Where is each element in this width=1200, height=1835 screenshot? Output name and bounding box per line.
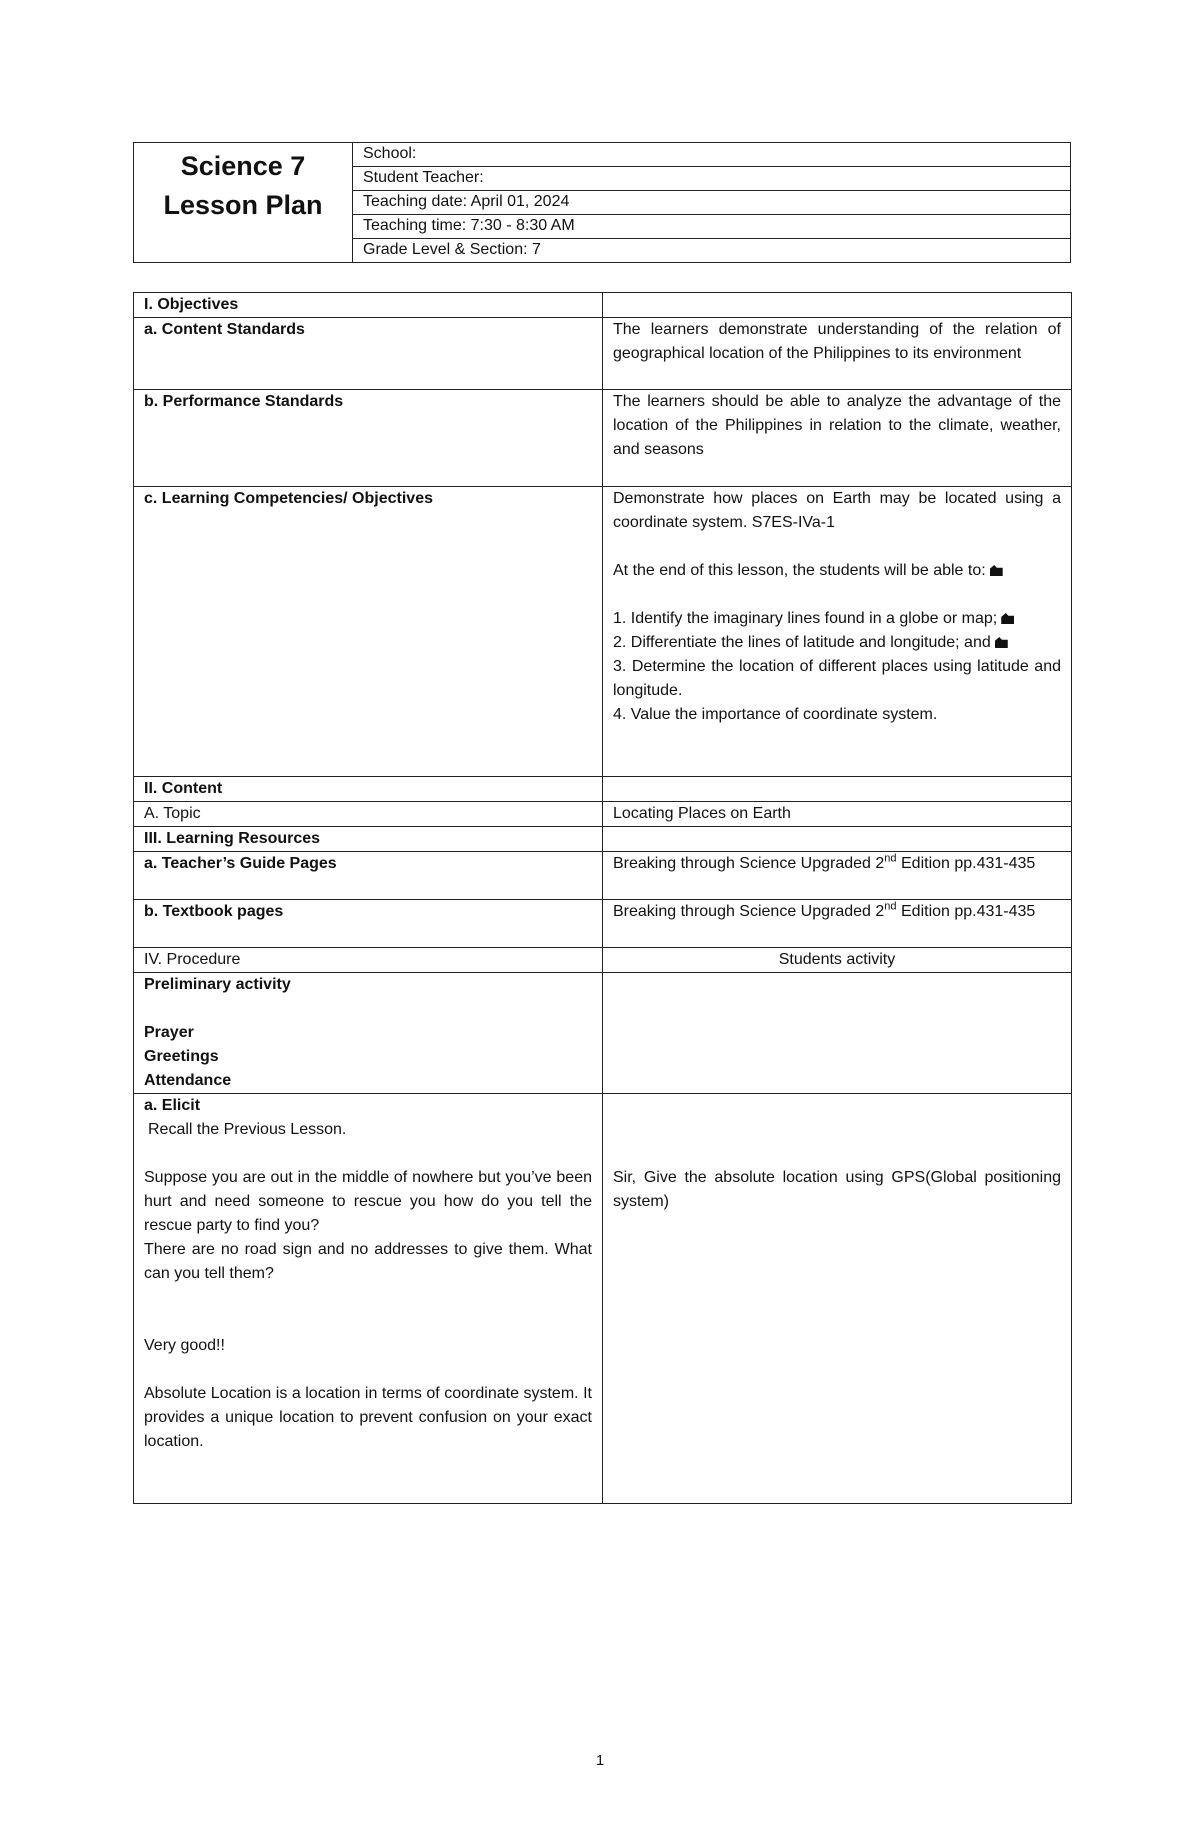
preliminary-item-greetings: Greetings — [144, 1048, 219, 1065]
elicit-recall: Recall the Previous Lesson. — [148, 1121, 347, 1138]
elicit-question-2: There are no road sign and no addresses to give them. What can you tell them? — [144, 1241, 592, 1282]
performance-standards-label: b. Performance Standards — [134, 390, 603, 487]
resources-heading: III. Learning Resources — [134, 827, 603, 852]
performance-standards-text: The learners should be able to analyze the advantage of the location of the Philippines in relation to the climate, weather, and seasons — [603, 390, 1072, 487]
teaching-date-field: Teaching date: April 01, 2024 — [353, 191, 1071, 215]
bullet-mark-icon — [1001, 613, 1014, 624]
students-activity-heading: Students activity — [603, 948, 1072, 973]
objectives-heading-row — [134, 293, 1072, 318]
elicit-cell — [134, 1094, 603, 1504]
textbook-value: Breaking through Science Upgraded 2nd Edition pp.431-435 — [603, 900, 1072, 948]
elicit-definition: Absolute Location is a location in terms of coordinate system. It provides a unique location to prevent confusion on your exact location. — [144, 1385, 592, 1450]
empty-cell — [603, 827, 1072, 852]
competencies-row — [134, 487, 1072, 777]
page-number: 1 — [595, 1752, 605, 1769]
grade-section-field: Grade Level & Section: 7 — [353, 239, 1071, 263]
teaching-time-field: Teaching time: 7:30 - 8:30 AM — [353, 215, 1071, 239]
resources-heading-row — [134, 827, 1072, 852]
preliminary-row — [134, 973, 1072, 1094]
topic-row — [134, 802, 1072, 827]
elicit-student-cell — [603, 1094, 1072, 1504]
lesson-header-table — [133, 142, 1071, 263]
textbook-row — [134, 900, 1072, 948]
content-heading-row — [134, 777, 1072, 802]
textbook-label: b. Textbook pages — [134, 900, 603, 948]
objective-item-4: 4. Value the importance of coordinate system. — [613, 706, 938, 723]
lesson-title-cell — [134, 143, 353, 263]
topic-label: A. Topic — [134, 802, 603, 827]
objectives-heading: I. Objectives — [134, 293, 603, 318]
elicit-row — [134, 1094, 1072, 1504]
procedure-heading-row — [134, 948, 1072, 973]
preliminary-item-attendance: Attendance — [144, 1072, 232, 1089]
lesson-title-line1: Science 7 — [180, 151, 306, 181]
empty-cell — [603, 293, 1072, 318]
preliminary-label: Preliminary activity — [144, 976, 291, 993]
competency-text: Demonstrate how places on Earth may be located using a coordinate system. S7ES-IVa-1 — [613, 490, 1061, 531]
teachers-guide-label: a. Teacher’s Guide Pages — [134, 852, 603, 900]
objective-item-3: 3. Determine the location of different places using latitude and longitude. — [613, 658, 1061, 699]
student-teacher-field: Student Teacher: — [353, 167, 1071, 191]
content-standards-label: a. Content Standards — [134, 318, 603, 390]
empty-cell — [603, 973, 1072, 1094]
objectives-intro: At the end of this lesson, the students will be able to: — [613, 559, 1061, 583]
school-field: School: — [353, 143, 1071, 167]
competencies-label: c. Learning Competencies/ Objectives — [134, 487, 603, 777]
content-standards-row — [134, 318, 1072, 390]
lesson-title-line2: Lesson Plan — [163, 190, 323, 220]
procedure-heading: IV. Procedure — [134, 948, 603, 973]
elicit-student-answer: Sir, Give the absolute location using GPS(Global positioning system) — [613, 1169, 1061, 1210]
elicit-label: a. Elicit — [144, 1097, 201, 1114]
objective-item-2: 2. Differentiate the lines of latitude and longitude; and — [613, 631, 1061, 655]
performance-standards-row — [134, 390, 1072, 487]
preliminary-cell — [134, 973, 603, 1094]
objective-item-1: 1. Identify the imaginary lines found in a globe or map; — [613, 607, 1061, 631]
teachers-guide-row — [134, 852, 1072, 900]
topic-value: Locating Places on Earth — [603, 802, 1072, 827]
bullet-mark-icon — [995, 637, 1008, 648]
elicit-praise: Very good!! — [144, 1337, 225, 1354]
competencies-cell — [603, 487, 1072, 777]
elicit-question: Suppose you are out in the middle of nowhere but you’ve been hurt and need someone to rescue you how do you tell the rescue party to find you? — [144, 1169, 592, 1234]
lesson-plan-table — [133, 292, 1072, 1504]
empty-cell — [603, 777, 1072, 802]
content-standards-text: The learners demonstrate understanding of the relation of geographical location of the Philippines to its environment — [603, 318, 1072, 390]
bullet-mark-icon — [990, 565, 1003, 576]
teachers-guide-value: Breaking through Science Upgraded 2nd Edition pp.431-435 — [603, 852, 1072, 900]
content-heading: II. Content — [134, 777, 603, 802]
preliminary-item-prayer: Prayer — [144, 1024, 194, 1041]
